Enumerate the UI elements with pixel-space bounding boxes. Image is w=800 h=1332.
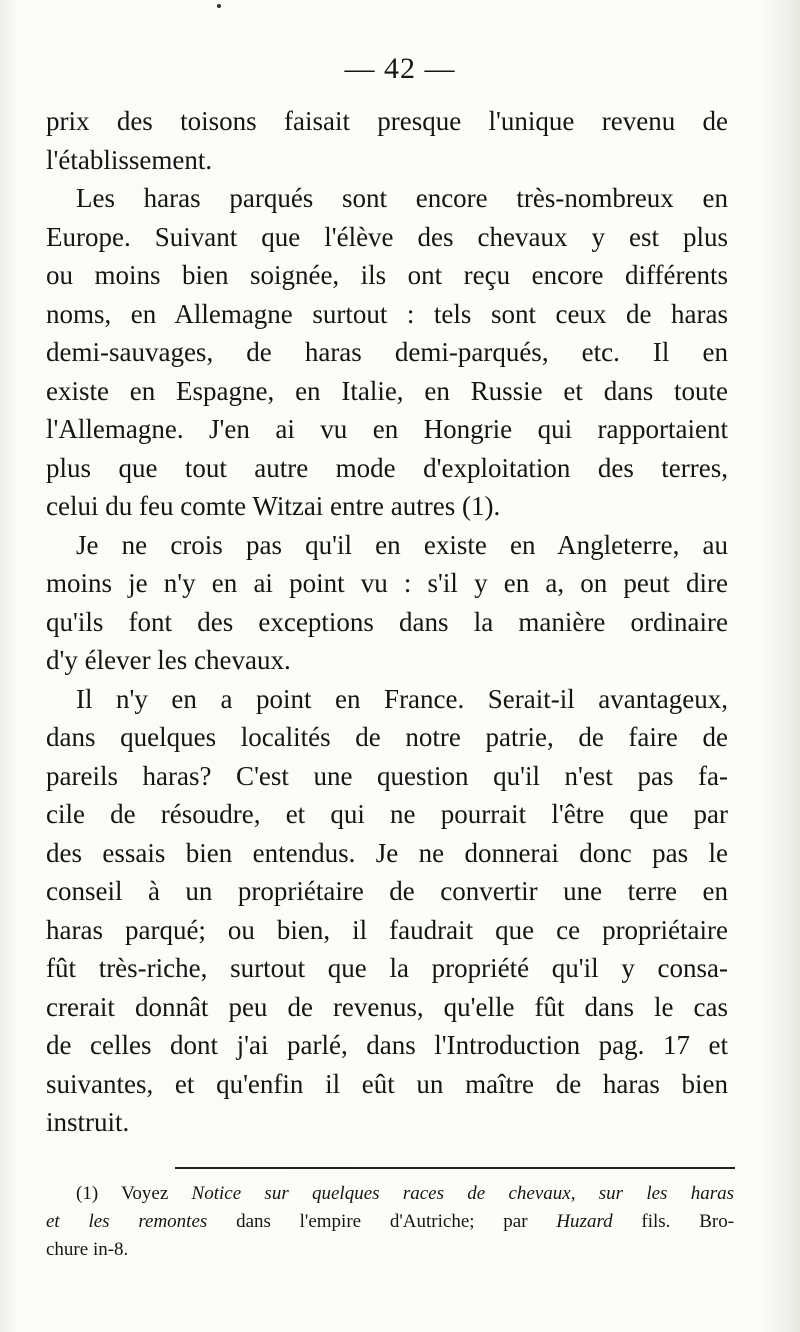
text-line: de celles dont j'ai parlé, dans l'Introduction pag. 17 et	[46, 1030, 728, 1060]
footnote-title: Notice sur quelques races de chevaux, sur les haras	[191, 1183, 734, 1204]
page-number: — 42 —	[344, 52, 456, 85]
paragraph-1	[46, 102, 728, 179]
text-line: Je ne crois pas qu'il en existe en Angleterre, au	[76, 529, 728, 560]
text-line: fût très-riche, surtout que la propriété qu'il y consa-	[46, 953, 728, 983]
text-line: suivantes, et qu'enfin il eût un maître de haras bien	[46, 1068, 728, 1099]
text-line: noms, en Allemagne surtout : tels sont ceux de haras	[46, 298, 728, 329]
footnote-text: fils. Bro-	[641, 1211, 735, 1232]
footnote-title: et les remontes	[46, 1211, 208, 1232]
text-line: l'établissement.	[46, 144, 213, 175]
text-line: d'y élever les chevaux.	[46, 645, 291, 675]
footnote-text: dans l'empire d'Autriche; par	[236, 1211, 528, 1232]
print-speck	[217, 4, 221, 8]
text-line: conseil à un propriétaire de convertir une terre en	[46, 876, 728, 906]
paragraph-3	[46, 526, 728, 680]
footnote-marker: (1)	[76, 1183, 99, 1204]
text-line: celui du feu comte Witzai entre autres (1).	[46, 491, 501, 521]
text-line: prix des toisons faisait presque l'unique revenu de	[46, 106, 728, 136]
text-line: demi-sauvages, de haras demi-parqués, etc. Il en	[46, 337, 728, 367]
paragraph-4	[46, 680, 728, 1142]
footnote-line	[46, 1208, 734, 1236]
text-line: ou moins bien soignée, ils ont reçu encore différents	[46, 260, 728, 290]
text-line: l'Allemagne. J'en ai vu en Hongrie qui rapportaient	[46, 414, 728, 444]
text-line: existe en Espagne, en Italie, en Russie et dans toute	[46, 375, 728, 406]
text-line: Il n'y en a point en France. Serait-il avantageux,	[76, 683, 728, 714]
main-text	[46, 102, 728, 1142]
text-line: des essais bien entendus. Je ne donnerai donc pas le	[46, 837, 728, 868]
text-line: Europe. Suivant que l'élève des chevaux y est plus	[46, 221, 728, 252]
text-line: plus que tout autre mode d'exploitation des terres,	[46, 452, 728, 483]
text-line: instruit.	[46, 1107, 130, 1137]
text-line: qu'ils font des exceptions dans la manière ordinaire	[46, 606, 728, 637]
footnote-line: chure in-8.	[46, 1239, 129, 1260]
footnote	[46, 1180, 734, 1264]
footnote-author: Huzard	[556, 1211, 613, 1232]
footnote-line	[46, 1180, 734, 1208]
text-line: dans quelques localités de notre patrie, de faire de	[46, 722, 728, 752]
text-line: Les haras parqués sont encore très-nombreux en	[76, 183, 728, 213]
paragraph-2	[46, 179, 728, 526]
footnote-divider	[175, 1167, 735, 1169]
footnote-text: Voyez	[121, 1183, 169, 1204]
text-line: moins je n'y en ai point vu : s'il y en a, on peut dire	[46, 568, 728, 598]
text-line: cile de résoudre, et qui ne pourrait l'être que par	[46, 799, 728, 829]
text-line: crerait donnât peu de revenus, qu'elle fût dans le cas	[46, 991, 728, 1022]
text-line: haras parqué; ou bien, il faudrait que ce propriétaire	[46, 914, 728, 945]
text-line: pareils haras? C'est une question qu'il n'est pas fa-	[46, 760, 728, 791]
